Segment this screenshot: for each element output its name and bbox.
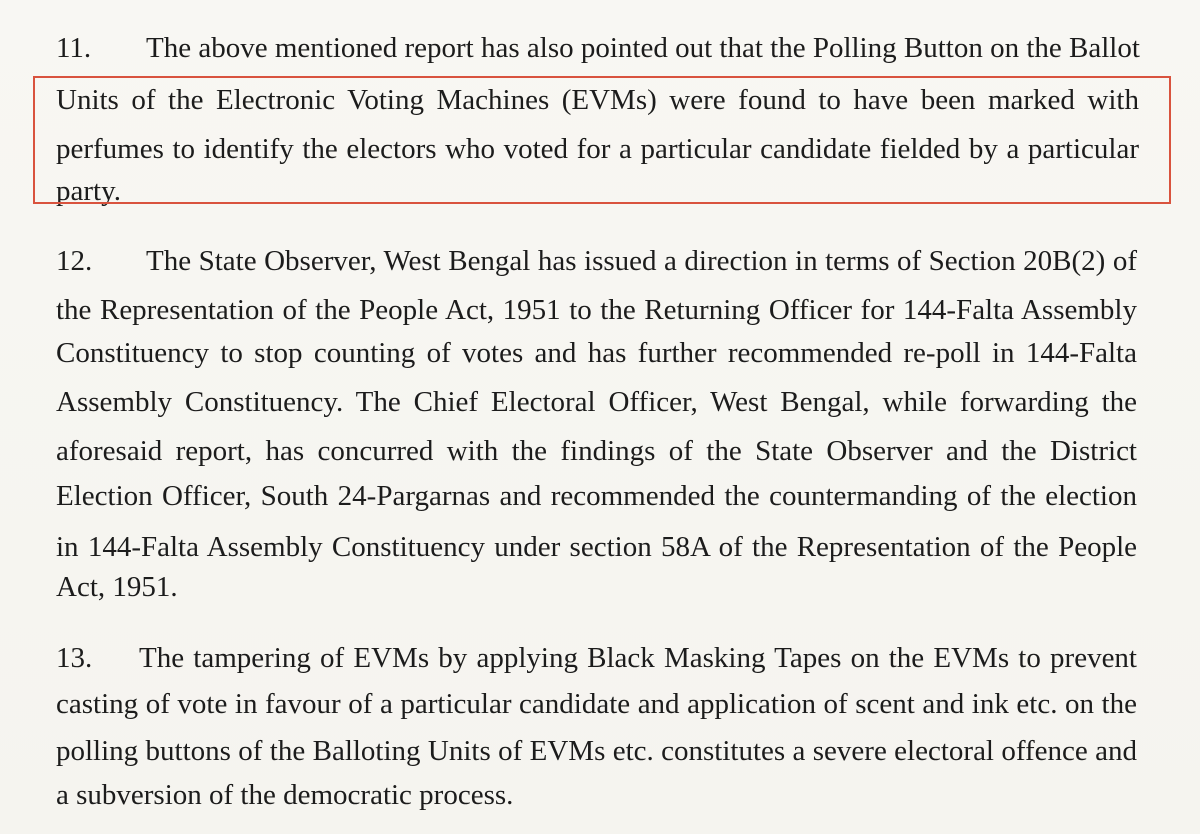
paragraph-line-text: Election Officer, South 24-Pargarnas and recommended the countermanding of the election [56, 480, 1137, 512]
paragraph-13-line-4 [0, 775, 1200, 815]
paragraph-12-line-5 [0, 431, 1200, 471]
paragraph-line-text: perfumes to identify the electors who voted for a particular candidate fielded by a particular [56, 133, 1139, 165]
paragraph-line-text: polling buttons of the Balloting Units of EVMs etc. constitutes a severe electoral offence and [56, 735, 1137, 767]
paragraph-11-line-2 [0, 80, 1200, 120]
paragraph-12-line-6 [0, 476, 1200, 516]
paragraph-11-line-4 [0, 171, 1200, 211]
paragraph-line-text: Assembly Constituency. The Chief Electoral Officer, West Bengal, while forwarding the [56, 386, 1137, 418]
paragraph-line-text: The State Observer, West Bengal has issued a direction in terms of Section 20B(2) of [146, 245, 1137, 277]
paragraph-12-line-8 [0, 567, 1200, 607]
paragraph-line-text: Units of the Electronic Voting Machines (EVMs) were found to have been marked with [56, 84, 1139, 116]
paragraph-number: 11. [56, 32, 92, 64]
paragraph-12-line-2 [0, 290, 1200, 330]
paragraph-line-text: casting of vote in favour of a particular candidate and application of scent and ink etc. on the [56, 688, 1137, 720]
paragraph-line-text: The above mentioned report has also pointed out that the Polling Button on the Ballot [146, 32, 1140, 64]
paragraph-line-text: Constituency to stop counting of votes and has further recommended re-poll in 144-Falta [56, 337, 1137, 369]
paragraph-11-line-1 [0, 28, 1200, 68]
paragraph-13-line-2 [0, 684, 1200, 724]
paragraph-12-line-7 [0, 527, 1200, 567]
paragraph-line-text: the Representation of the People Act, 1951 to the Returning Officer for 144-Falta Assembly [56, 294, 1137, 326]
paragraph-line-text: in 144-Falta Assembly Constituency under section 58A of the Representation of the People [56, 531, 1137, 563]
paragraph-12-line-1 [0, 241, 1200, 281]
paragraph-line-text: aforesaid report, has concurred with the findings of the State Observer and the District [56, 435, 1137, 467]
paragraph-line-text: The tampering of EVMs by applying Black Masking Tapes on the EVMs to prevent [139, 642, 1137, 674]
paragraph-12-line-4 [0, 382, 1200, 422]
paragraph-11-line-3 [0, 129, 1200, 169]
paragraph-line-text: Act, 1951. [56, 571, 178, 603]
paragraph-line-text: a subversion of the democratic process. [56, 779, 514, 811]
paragraph-number: 12. [56, 245, 93, 277]
paragraph-12-line-3 [0, 333, 1200, 373]
paragraph-number: 13. [56, 642, 93, 674]
paragraph-line-text: party. [56, 175, 121, 207]
paragraph-13-line-1 [0, 638, 1200, 678]
paragraph-13-line-3 [0, 731, 1200, 771]
